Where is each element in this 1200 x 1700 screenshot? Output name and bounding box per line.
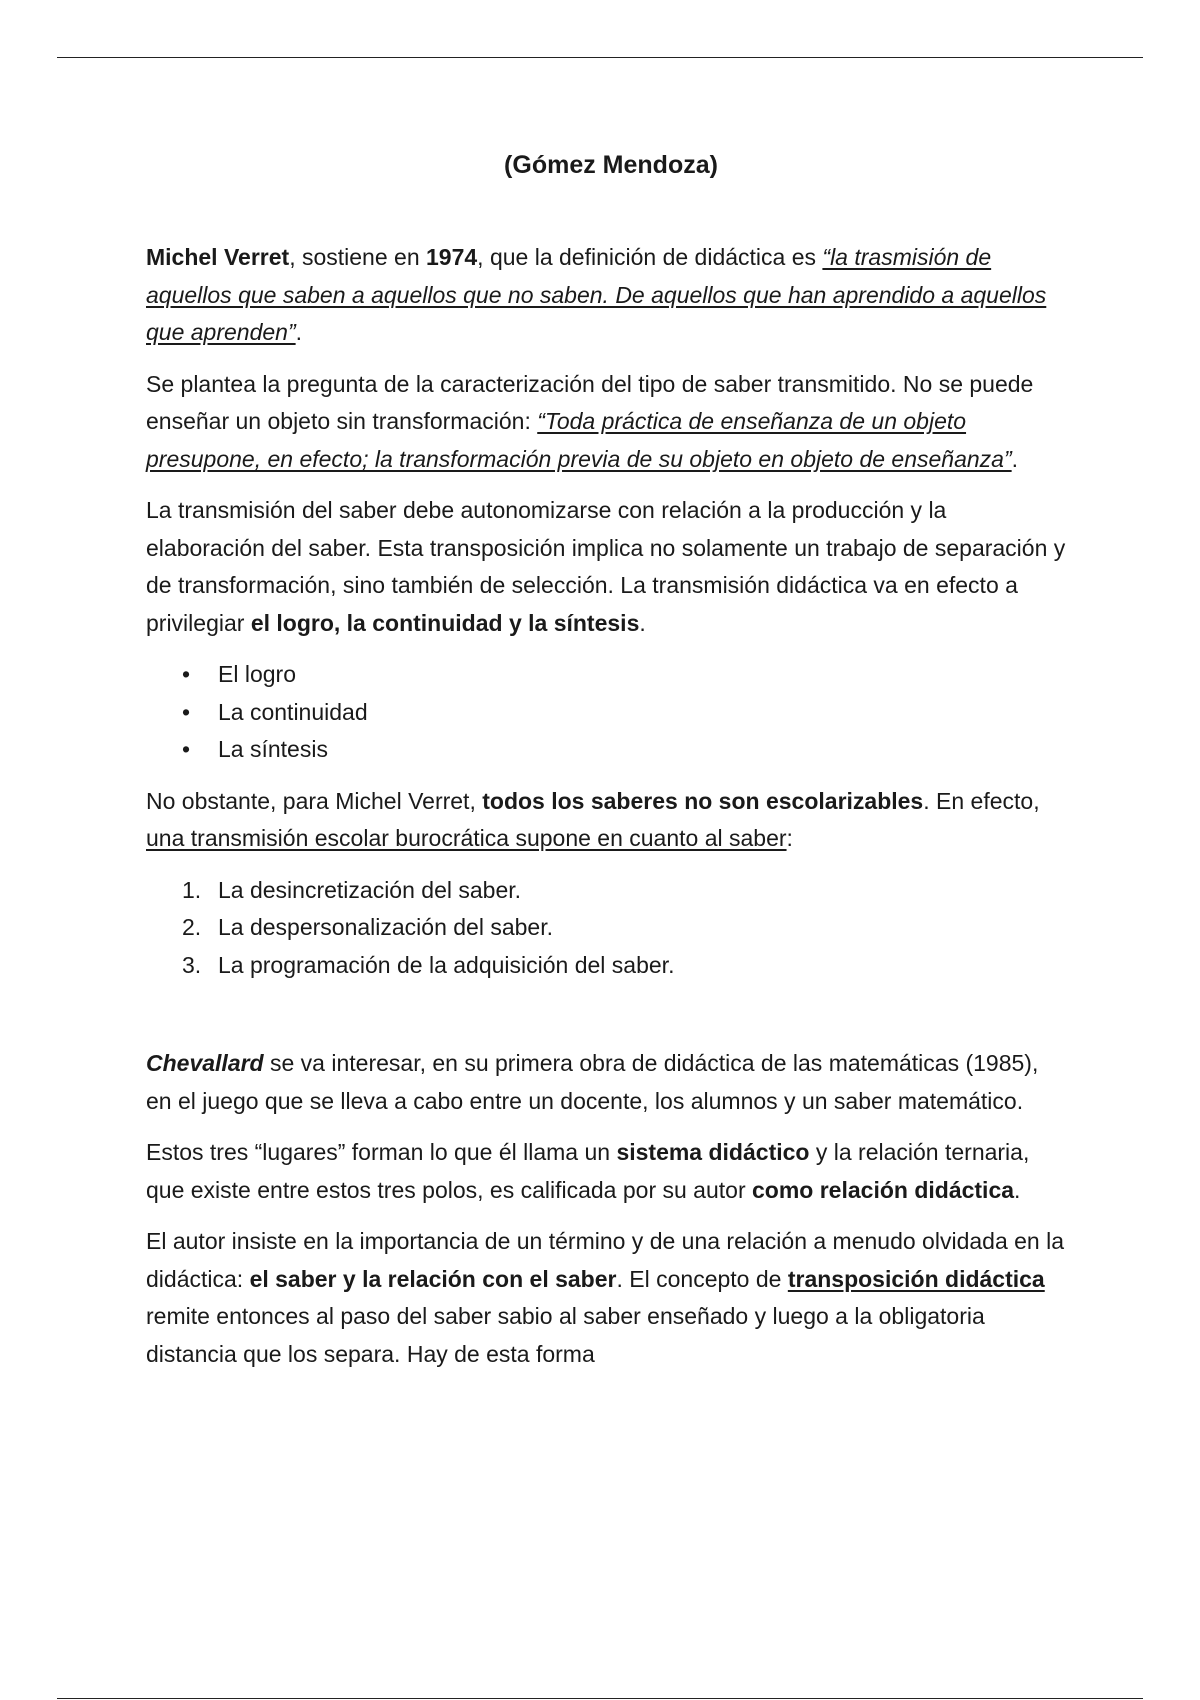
emphasis-underlined: transposición didáctica (787, 1265, 1045, 1292)
list-item (146, 947, 1066, 985)
header-rule (57, 57, 1143, 58)
author-name: Michel Verret (146, 244, 290, 270)
text: y la relación ternaria, que existe entre estos tres polos, es calificada por su autor (146, 1139, 1030, 1203)
underlined-text: una transmisión escolar burocrática supone en cuanto al saber (146, 825, 787, 851)
paragraph-chevallard (146, 1045, 1066, 1120)
list-item: • La síntesis (146, 731, 1066, 769)
list-number: 3. (182, 951, 202, 978)
paragraph-not-schoolable (146, 783, 1066, 858)
list-item: • La continuidad (146, 694, 1066, 732)
text: . El concepto de (616, 1265, 788, 1292)
text: , sostiene en (289, 244, 426, 270)
paragraph-transformation (146, 366, 1066, 479)
text: , que la definición de didáctica es (477, 244, 823, 270)
text: No obstante, para Michel Verret, (146, 787, 483, 814)
text: . (1014, 1176, 1021, 1203)
emphasis: sistema didáctico (616, 1139, 810, 1165)
list-item (146, 872, 1066, 910)
section-spacer (146, 998, 1066, 1045)
list-text: La programación de la adquisición del saber. (218, 951, 675, 978)
text: . (295, 319, 303, 345)
list-text: La desincretización del saber. (218, 876, 522, 903)
text: . (1011, 445, 1019, 472)
emphasis: como relación didáctica (752, 1176, 1015, 1203)
year: 1974 (426, 244, 478, 270)
emphasis: el saber y la relación con el saber (249, 1265, 617, 1292)
numbered-list (146, 872, 1066, 985)
paragraph-transposition (146, 1223, 1066, 1373)
text: . (639, 609, 646, 636)
list-item (146, 909, 1066, 947)
emphasis: el logro, la continuidad y la síntesis (250, 609, 640, 636)
text: El autor insiste en la importancia de un término y de una relación a menudo olvidada en la didáctica: (146, 1228, 1065, 1292)
paragraph-didactic-system (146, 1134, 1066, 1209)
text: : (786, 825, 793, 851)
paragraph-verret-definition (146, 239, 1066, 352)
emphasis: todos los saberes no son escolarizables (482, 787, 924, 814)
bullet-list (146, 656, 1066, 769)
list-number: 2. (182, 914, 202, 940)
list-number: 1. (182, 876, 202, 903)
text: remite entonces al paso del saber sabio al saber enseñado y luego a la obligatoria distancia que los separa. Hay de esta forma (146, 1303, 985, 1367)
quote: “la trasmisión de aquellos que saben a aquellos que no saben. De aquellos que han aprendido a aquellos que aprenden” (146, 244, 1047, 345)
paragraph-transmission (146, 492, 1066, 642)
list-item: • El logro (146, 656, 1066, 694)
text: se va interesar, en su primera obra de didáctica de las matemáticas (1985), en el juego que se lleva a cabo entre un docente, los alumnos y un saber matemático. (146, 1050, 1039, 1114)
footer-rule (57, 1698, 1143, 1699)
author-name: Chevallard (146, 1050, 264, 1076)
list-text: La despersonalización del saber. (218, 914, 554, 940)
text: Se plantea la pregunta de la caracterización del tipo de saber transmitido. No se puede enseñar un objeto sin transformación: (146, 370, 1034, 434)
text: . En efecto, (923, 787, 1040, 814)
document-title: (Gómez Mendoza) (504, 151, 718, 179)
text: La transmisión del saber debe autonomizarse con relación a la producción y la elaboración del saber. Esta transposición implica no solamente un trabajo de separación y de transformación, sino también de selección. La transmisión didáctica va en efecto a privilegiar (146, 497, 1066, 636)
quote: “Toda práctica de enseñanza de un objeto presupone, en efecto; la transformación previa de su objeto en objeto de enseñanza” (146, 408, 1012, 472)
text: Estos tres “lugares” forman lo que él llama un (146, 1139, 617, 1165)
document-page (146, 145, 1066, 1387)
